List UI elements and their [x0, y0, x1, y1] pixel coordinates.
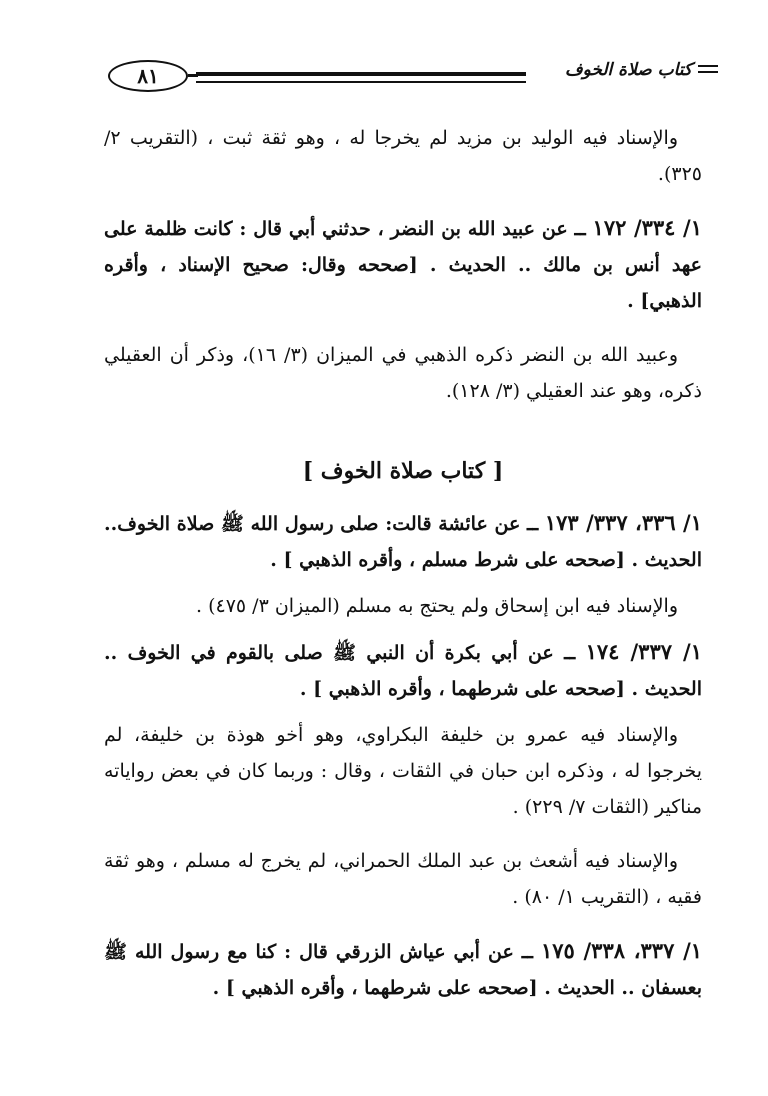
page-number-connector [188, 74, 198, 77]
section-heading: [ كتاب صلاة الخوف ] [302, 458, 504, 484]
page-number: ٨١ [108, 60, 188, 92]
hadith-entry-174 [104, 634, 702, 707]
paragraph-text: والإسناد فيه عمرو بن خليفة البكراوي، وهو أخو هوذة بن خليفة، لم يخرجوا له ، وذكره ابن حبان في الثقات ، وقال : وربما كان في بعض رواياته مناكير (الثقات ٧/ ٢٢٩) . [104, 724, 702, 818]
hadith-text: ــ عن عائشة قالت: صلى رسول الله ﷺ صلاة الخوف.. الحديث . [صححه على شرط مسلم ، وأقره الذهبي ] . [104, 513, 702, 571]
hadith-text: ــ عن أبي بكرة أن النبي ﷺ صلى بالقوم في الخوف .. الحديث . [صححه على شرطهما ، وأقره الذهبي ] . [104, 642, 702, 700]
hadith-reference: ١/ ٣٣٦، ٣٣٧/ ١٧٣ [544, 510, 703, 535]
hadith-text: ــ عن أبي عياش الزرقي قال : كنا مع رسول الله ﷺ بعسفان .. الحديث . [صححه على شرطهما ، وأقره الذهبي ] . [104, 941, 702, 999]
hadith-reference: ١/ ٣٣٧/ ١٧٤ [585, 639, 703, 664]
running-title: كتاب صلاة الخوف [564, 60, 692, 80]
hadith-entry-173 [104, 505, 702, 578]
hadith-entry-175 [104, 933, 702, 1006]
paragraph-text: والإسناد فيه ابن إسحاق ولم يحتج به مسلم (الميزان ٣/ ٤٧٥) . [196, 595, 678, 617]
hadith-text: ــ عن عبيد الله بن النضر ، حدثني أبي قال : كانت ظلمة على عهد أنس بن مالك .. الحديث . [صححه وقال: صحيح الإسناد ، وأقره الذهبي] . [104, 218, 702, 312]
paragraph-3 [104, 337, 702, 409]
paragraph-commentary [104, 717, 702, 825]
paragraph-text: والإسناد فيه الوليد بن مزيد لم يخرجا له ، وهو ثقة ثبت ، (التقريب ٢/ ٣٢٥). [104, 127, 702, 185]
hadith-reference: ١/ ٣٣٤/ ١٧٢ [592, 215, 702, 240]
paragraph-text: وعبيد الله بن النضر ذكره الذهبي في الميزان (٣/ ١٦)، وذكر أن العقيلي ذكره، وهو عند العقيلي (٣/ ١٢٨). [104, 344, 702, 402]
paragraph-commentary [104, 588, 702, 624]
paragraph-1 [104, 120, 702, 192]
paragraph-text: والإسناد فيه أشعث بن عبد الملك الحمراني، لم يخرج له مسلم ، وهو ثقة فقيه ، (التقريب ١/ ٨٠) . [104, 850, 702, 908]
header-rule-thin [196, 81, 526, 83]
header-ornament [698, 65, 718, 77]
paragraph-commentary [104, 843, 702, 915]
page-body [104, 120, 702, 1024]
page-header [104, 52, 704, 102]
hadith-reference: ١/ ٣٣٧، ٣٣٨/ ١٧٥ [540, 938, 703, 963]
hadith-entry-172 [104, 210, 702, 319]
header-rule-thick [196, 72, 526, 76]
